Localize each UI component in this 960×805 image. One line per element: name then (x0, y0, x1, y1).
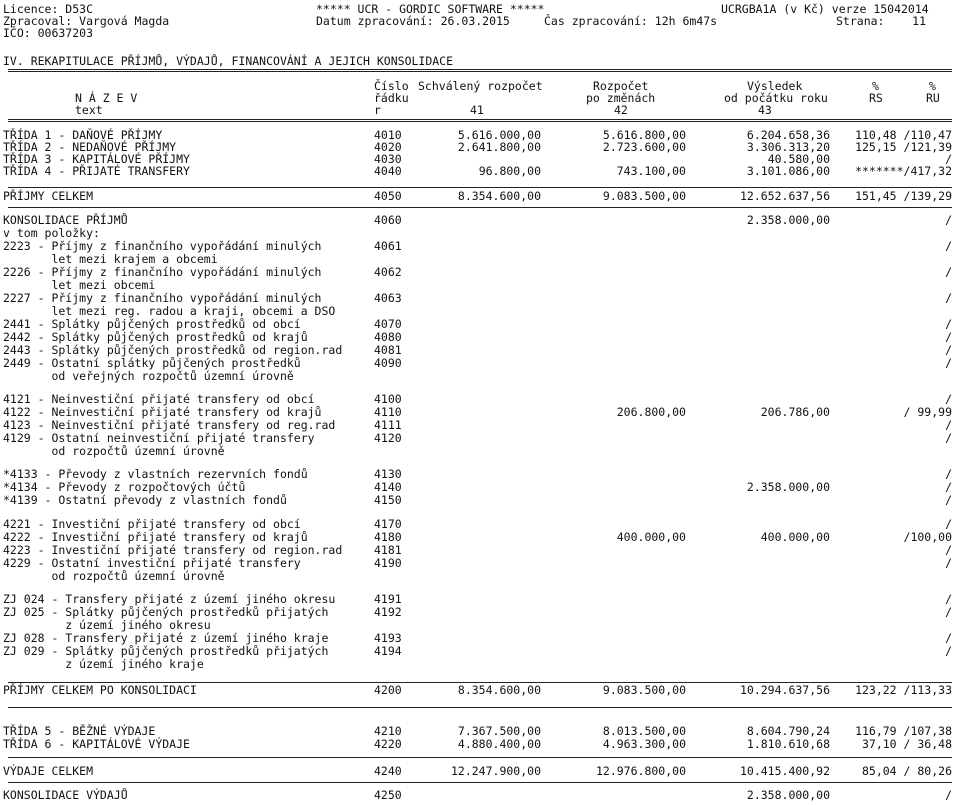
divider (8, 119, 952, 122)
col-header-ru: RU (926, 91, 940, 105)
ico-label: IČO: 00637203 (3, 26, 94, 40)
cell-code: 4190 (374, 556, 402, 570)
cell-pct: / (945, 392, 952, 406)
cell-vys: 3.306.313,20 (746, 140, 830, 154)
cell-pct: /100,00 (903, 530, 952, 544)
cell-name: 4129 - Ostatní neinvestiční přijaté transfery (3, 431, 315, 445)
cell-sch: 8.354.600,00 (457, 683, 541, 697)
report-code: UCRGBA1A (v Kč) verze 15042014 (721, 2, 929, 16)
cell-pct: / (945, 152, 952, 166)
cell-vys: 2.358.000,00 (746, 788, 830, 802)
col-header-43: 43 (758, 103, 772, 117)
cell-code: 4063 (374, 291, 402, 305)
cell-sch: 4.880.400,00 (457, 737, 541, 751)
cell-pct: / (945, 418, 952, 432)
cell-sch: 7.367.500,00 (457, 724, 541, 738)
divider (8, 707, 952, 708)
cell-name: VÝDAJE CELKEM (3, 764, 94, 778)
cell-pct: 37,10 / 36,48 (855, 737, 952, 751)
cell-sch: 12.247.900,00 (450, 764, 541, 778)
divider (8, 757, 952, 758)
cell-code: 4110 (374, 405, 402, 419)
cell-name: 4122 - Neinvestiční přijaté transfery od krajů (3, 405, 322, 419)
col-header-r: r (374, 103, 381, 117)
col-header-odpocatku: od počátku roku (724, 91, 828, 105)
cell-name: TŘÍDA 1 - DAŇOVÉ PŘÍJMY (3, 128, 163, 142)
cell-code: 4200 (374, 683, 402, 697)
cell-pct: 110,48 /110,47 (855, 128, 952, 142)
cell-name: *4139 - Ostatní převody z vlastních fondů (3, 493, 287, 507)
cell-pct: / (945, 213, 952, 227)
cell-name: 4121 - Neinvestiční přijaté transfery od obcí (3, 392, 315, 406)
cell-pct: / (945, 644, 952, 658)
cell-code: 4111 (374, 418, 402, 432)
processing-date: Datum zpracování: 26.03.2015 (316, 14, 510, 28)
cell-vys: 206.786,00 (760, 405, 830, 419)
cell-name: od veřejných rozpočtů územní úrovně (3, 369, 294, 383)
col-header-pct1: % (872, 79, 879, 93)
col-header-cislo: Číslo (374, 79, 409, 93)
cell-pct: 116,79 /107,38 (855, 724, 952, 738)
cell-pct: / (945, 592, 952, 606)
col-header-schvaleny: Schválený rozpočet (418, 79, 543, 93)
cell-name: z území jiného okresu (3, 618, 211, 632)
divider (8, 187, 952, 188)
cell-name: v tom položky: (3, 226, 100, 240)
cell-pct: / (945, 556, 952, 570)
col-header-vysledek: Výsledek (747, 79, 803, 93)
cell-name: z území jiného kraje (3, 657, 204, 671)
cell-pct: / (945, 265, 952, 279)
col-header-pozmenach: po změnách (586, 91, 656, 105)
cell-code: 4250 (374, 788, 402, 802)
cell-code: 4090 (374, 356, 402, 370)
divider (8, 682, 952, 683)
cell-code: 4220 (374, 737, 402, 751)
cell-code: 4020 (374, 140, 402, 154)
cell-pct: / (945, 343, 952, 357)
cell-name: TŘÍDA 2 - NEDAŇOVÉ PŘÍJMY (3, 140, 177, 154)
cell-poz: 2.723.600,00 (602, 140, 686, 154)
cell-name: KONSOLIDACE VÝDAJŮ (3, 788, 128, 802)
cell-pct: / (945, 291, 952, 305)
cell-pct: / (945, 239, 952, 253)
cell-pct: / (945, 631, 952, 645)
cell-code: 4010 (374, 128, 402, 142)
col-header-rozpocet: Rozpočet (593, 79, 649, 93)
cell-name: 2223 - Příjmy z finančního vypořádání minulých (3, 239, 322, 253)
cell-name: ZJ 028 - Transfery přijaté z území jiného kraje (3, 631, 329, 645)
cell-vys: 6.204.658,36 (746, 128, 830, 142)
cell-name: 2226 - Příjmy z finančního vypořádání minulých (3, 265, 322, 279)
cell-name: KONSOLIDACE PŘÍJMŮ (3, 213, 128, 227)
cell-pct: / (945, 330, 952, 344)
cell-pct: / (945, 467, 952, 481)
cell-poz: 12.976.800,00 (595, 764, 686, 778)
cell-code: 4120 (374, 431, 402, 445)
cell-code: 4050 (374, 189, 402, 203)
cell-pct: / (945, 356, 952, 370)
cell-name: 2442 - Splátky půjčených prostředků od krajů (3, 330, 308, 344)
cell-code: 4180 (374, 530, 402, 544)
cell-pct: *******/417,32 (855, 164, 952, 178)
cell-pct: / (945, 517, 952, 531)
cell-code: 4170 (374, 517, 402, 531)
cell-pct: / 99,99 (903, 405, 952, 419)
cell-name: TŘÍDA 3 - KAPITÁLOVÉ PŘÍJMY (3, 152, 190, 166)
divider (8, 207, 952, 208)
cell-vys: 10.415.400,92 (739, 764, 830, 778)
cell-name: TŘÍDA 6 - KAPITÁLOVÉ VÝDAJE (3, 737, 190, 751)
col-header-text: text (75, 103, 103, 117)
cell-pct: / (945, 605, 952, 619)
cell-poz: 5.616.800,00 (602, 128, 686, 142)
cell-poz: 4.963.300,00 (602, 737, 686, 751)
cell-name: 4223 - Investiční přijaté transfery od region.rad (3, 543, 343, 557)
cell-pct: 151,45 /139,29 (855, 189, 952, 203)
cell-code: 4181 (374, 543, 402, 557)
cell-code: 4080 (374, 330, 402, 344)
cell-vys: 1.810.610,68 (746, 737, 830, 751)
cell-pct: / (945, 431, 952, 445)
cell-pct: / (945, 480, 952, 494)
cell-code: 4140 (374, 480, 402, 494)
cell-sch: 8.354.600,00 (457, 189, 541, 203)
cell-name: ZJ 024 - Transfery přijaté z území jiného okresu (3, 592, 336, 606)
col-header-rs: RS (869, 91, 883, 105)
cell-code: 4240 (374, 764, 402, 778)
cell-code: 4210 (374, 724, 402, 738)
cell-name: 4222 - Investiční přijaté transfery od krajů (3, 530, 308, 544)
cell-name: 2449 - Ostatní splátky půjčených prostředků (3, 356, 301, 370)
cell-vys: 2.358.000,00 (746, 480, 830, 494)
cell-pct: / (945, 317, 952, 331)
col-header-radku: řádku (374, 91, 409, 105)
cell-pct: / (945, 493, 952, 507)
cell-code: 4061 (374, 239, 402, 253)
section-title: IV. REKAPITULACE PŘÍJMŮ, VÝDAJŮ, FINANCOVÁNÍ A JEJICH KONSOLIDACE (3, 54, 454, 68)
cell-name: let mezi krajem a obcemi (3, 252, 218, 266)
cell-name: PŘÍJMY CELKEM PO KONSOLIDACI (3, 683, 197, 697)
cell-name: 4229 - Ostatní investiční přijaté transfery (3, 556, 301, 570)
cell-pct: / (945, 788, 952, 802)
cell-poz: 9.083.500,00 (602, 683, 686, 697)
processing-time: Čas zpracování: 12h 6m47s (544, 14, 718, 28)
cell-name: let mezi obcemi (3, 278, 156, 292)
cell-name: 4123 - Neinvestiční přijaté transfery od reg.rad (3, 418, 336, 432)
license-label: Licence: D53C (3, 2, 94, 16)
cell-pct: 123,22 /113,33 (855, 683, 952, 697)
cell-name: ZJ 029 - Splátky půjčených prostředků přijatých (3, 644, 329, 658)
page-number: Strana: 11 (836, 14, 927, 28)
cell-poz: 743.100,00 (616, 164, 686, 178)
divider (8, 782, 952, 783)
processor-label: Zpracoval: Vargová Magda (3, 14, 170, 28)
col-header-42: 42 (614, 103, 628, 117)
cell-pct: 125,15 /121,39 (855, 140, 952, 154)
cell-name: 2441 - Splátky půjčených prostředků od obcí (3, 317, 301, 331)
cell-vys: 400.000,00 (760, 530, 830, 544)
cell-vys: 8.604.790,24 (746, 724, 830, 738)
col-header-nazev: N Á Z E V (75, 91, 138, 105)
cell-code: 4100 (374, 392, 402, 406)
cell-name: 2227 - Příjmy z finančního vypořádání minulých (3, 291, 322, 305)
col-header-pct2: % (929, 79, 936, 93)
cell-vys: 3.101.086,00 (746, 164, 830, 178)
col-header-41: 41 (470, 103, 484, 117)
cell-name: od rozpočtů územní úrovně (3, 569, 225, 583)
cell-vys: 40.580,00 (767, 152, 830, 166)
software-banner: ***** UCR - GORDIC SOFTWARE ***** (316, 2, 545, 16)
cell-vys: 2.358.000,00 (746, 213, 830, 227)
cell-code: 4192 (374, 605, 402, 619)
cell-vys: 12.652.637,56 (739, 189, 830, 203)
cell-poz: 8.013.500,00 (602, 724, 686, 738)
cell-name: TŘÍDA 4 - PŘIJATÉ TRANSFERY (3, 164, 190, 178)
cell-code: 4150 (374, 493, 402, 507)
cell-code: 4070 (374, 317, 402, 331)
cell-name: *4133 - Převody z vlastních rezervních fondů (3, 467, 308, 481)
cell-name: *4134 - Převody z rozpočtových účtů (3, 480, 246, 494)
divider (8, 69, 952, 72)
cell-name: let mezi reg. radou a kraji, obcemi a DSO (3, 304, 336, 318)
cell-code: 4130 (374, 467, 402, 481)
cell-code: 4194 (374, 644, 402, 658)
cell-code: 4062 (374, 265, 402, 279)
cell-name: od rozpočtů územní úrovně (3, 444, 225, 458)
cell-sch: 5.616.000,00 (457, 128, 541, 142)
cell-sch: 2.641.800,00 (457, 140, 541, 154)
cell-name: 4221 - Investiční přijaté transfery od obcí (3, 517, 301, 531)
cell-vys: 10.294.637,56 (739, 683, 830, 697)
cell-poz: 206.800,00 (616, 405, 686, 419)
cell-pct: 85,04 / 80,26 (855, 764, 952, 778)
cell-name: ZJ 025 - Splátky půjčených prostředků přijatých (3, 605, 329, 619)
cell-name: 2443 - Splátky půjčených prostředků od region.rad (3, 343, 343, 357)
cell-code: 4060 (374, 213, 402, 227)
cell-poz: 9.083.500,00 (602, 189, 686, 203)
cell-code: 4040 (374, 164, 402, 178)
cell-code: 4030 (374, 152, 402, 166)
cell-name: TŘÍDA 5 - BĚŽNÉ VÝDAJE (3, 724, 156, 738)
cell-name: PŘÍJMY CELKEM (3, 189, 94, 203)
cell-pct: / (945, 543, 952, 557)
cell-sch: 96.800,00 (478, 164, 541, 178)
cell-code: 4191 (374, 592, 402, 606)
cell-code: 4081 (374, 343, 402, 357)
cell-code: 4193 (374, 631, 402, 645)
cell-poz: 400.000,00 (616, 530, 686, 544)
